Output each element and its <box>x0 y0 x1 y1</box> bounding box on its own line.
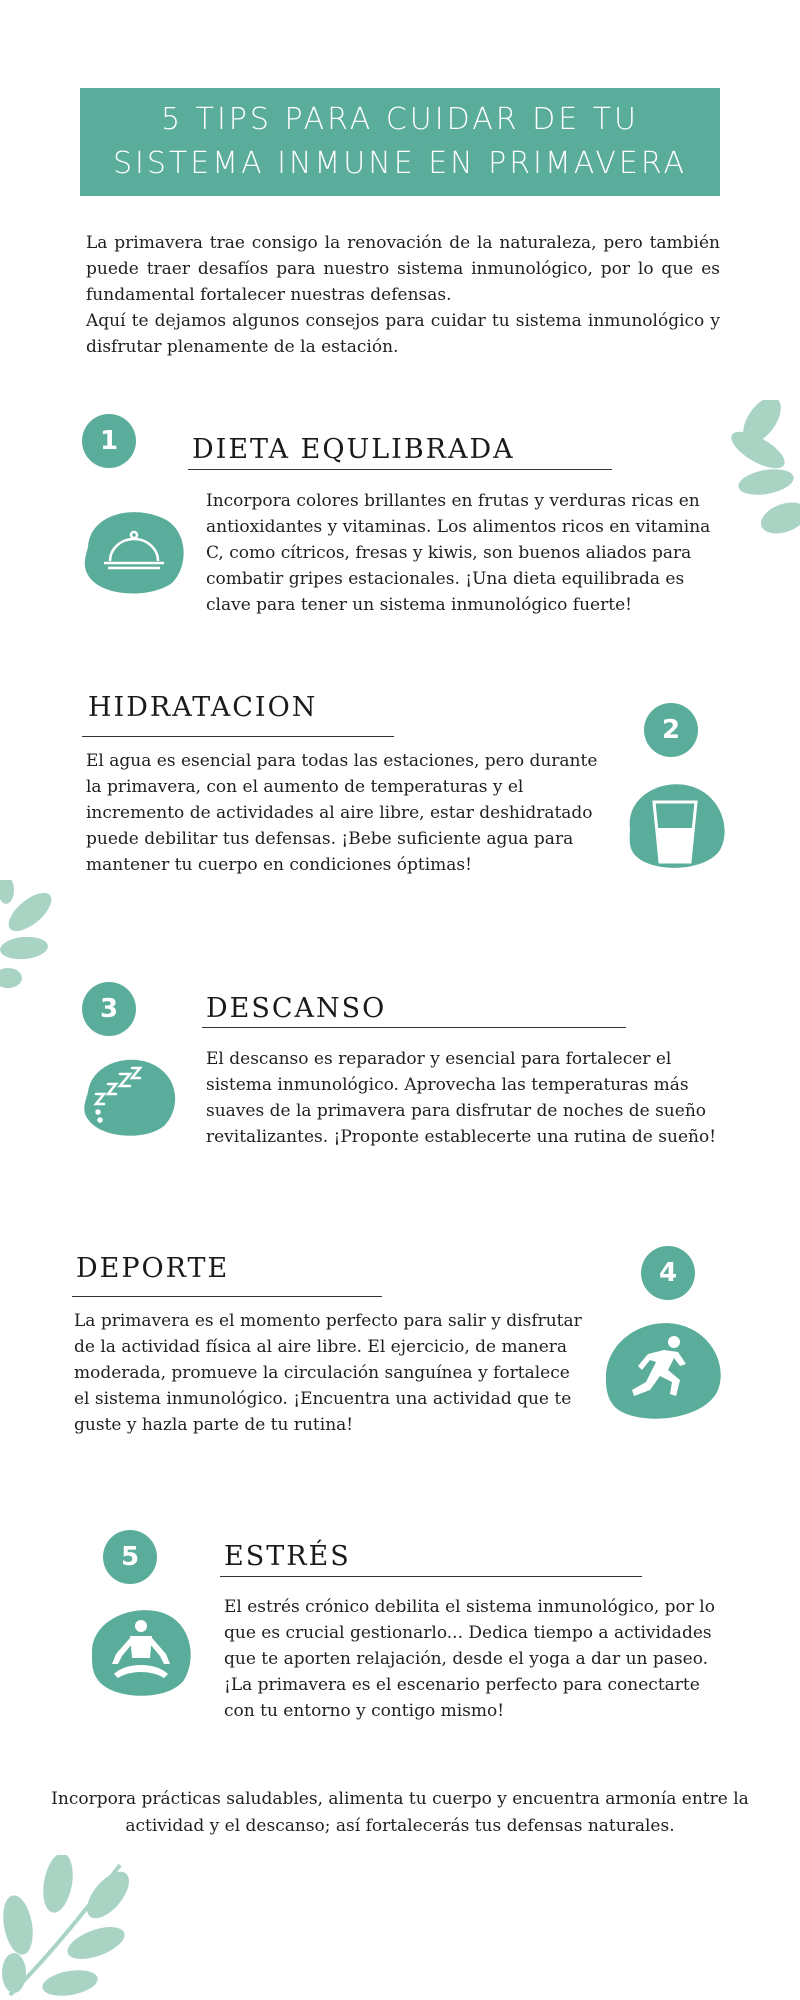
tip-4-divider <box>72 1296 382 1297</box>
tip-5-number: 5 <box>103 1530 157 1584</box>
tip-4-heading: DEPORTE <box>76 1253 230 1284</box>
tip-1-heading: DIETA EQULIBRADA <box>192 434 515 465</box>
tip-2-text: El agua es esencial para todas las estaciones, pero durante la primavera, con el aumento de temperaturas y el incremento de actividades al aire libre, estar deshidratado puede debilitar tus defensas. ¡Bebe suficiente agua para mantener tu cuerpo en condiciones óptimas! <box>86 751 598 875</box>
title-line-2: SISTEMA INMUNE EN PRIMAVERA <box>112 146 688 181</box>
leaf-decoration-left-icon <box>0 880 60 1010</box>
tip-1-text: Incorpora colores brillantes en frutas y verduras ricas en antioxidantes y vitaminas. Los alimentos ricos en vitamina C, como cítricos, fresas y kiwis, son buenos aliados para combatir gripes estacionales. ¡Una dieta equilibrada es clave para tener un sistema inmunológico fuerte! <box>206 491 711 615</box>
title-banner <box>80 88 720 196</box>
tip-1-number: 1 <box>82 414 136 468</box>
tip-3-heading: DESCANSO <box>206 993 387 1024</box>
title-line-1: 5 TIPS PARA CUIDAR DE TU <box>161 102 639 137</box>
tip-1-icon-blob <box>80 505 188 595</box>
tip-2-number: 2 <box>644 703 698 757</box>
tip-3-text: El descanso es reparador y esencial para fortalecer el sistema inmunológico. Aprovecha las temperaturas más suaves de la primavera para disfrutar de noches de sueño revitalizantes. ¡Proponte establecerte una rutina de sueño! <box>206 1049 717 1147</box>
intro-paragraph-1: La primavera trae consigo la renovación de la naturaleza, pero también puede traer desafíos para nuestro sistema inmunológico, por lo que es fundamental fortalecer nuestras defensas. <box>86 233 720 305</box>
leaf-decoration-right-icon <box>718 400 800 540</box>
tip-1-divider <box>188 469 612 470</box>
tip-3-number: 3 <box>82 982 136 1036</box>
tip-4-icon-blob <box>600 1318 726 1424</box>
intro-text <box>86 230 720 360</box>
leaf-decoration-bottom-icon <box>0 1855 140 2000</box>
tip-5-icon-blob <box>86 1604 196 1698</box>
tip-5-heading: ESTRÉS <box>224 1541 351 1572</box>
tip-4-number: 4 <box>641 1246 695 1300</box>
tip-3-divider <box>202 1027 626 1028</box>
intro-paragraph-2: Aquí te dejamos algunos consejos para cuidar tu sistema inmunológico y disfrutar plenamente de la estación. <box>86 311 720 357</box>
tip-3-icon-blob <box>78 1052 180 1136</box>
tip-2-icon-blob <box>620 778 730 872</box>
closing-text: Incorpora prácticas saludables, alimenta tu cuerpo y encuentra armonía entre la actividad y el descanso; así fortalecerás tus defensas naturales. <box>51 1789 749 1836</box>
tip-4-text: La primavera es el momento perfecto para salir y disfrutar de la actividad física al aire libre. El ejercicio, de manera moderada, promueve la circulación sanguínea y fortalece el sistema inmunológico. ¡Encuentra una actividad que te guste y hazla parte de tu rutina! <box>74 1311 582 1435</box>
tip-2-divider <box>82 736 394 737</box>
tip-2-heading: HIDRATACION <box>88 692 318 723</box>
tip-5-text: El estrés crónico debilita el sistema inmunológico, por lo que es crucial gestionarlo... Dedica tiempo a actividades que te aporten relajación, desde el yoga a dar un paseo. ¡La primavera es el escenario perfecto para conectarte con tu entorno y contigo mismo! <box>224 1597 715 1721</box>
tip-5-divider <box>220 1576 642 1577</box>
